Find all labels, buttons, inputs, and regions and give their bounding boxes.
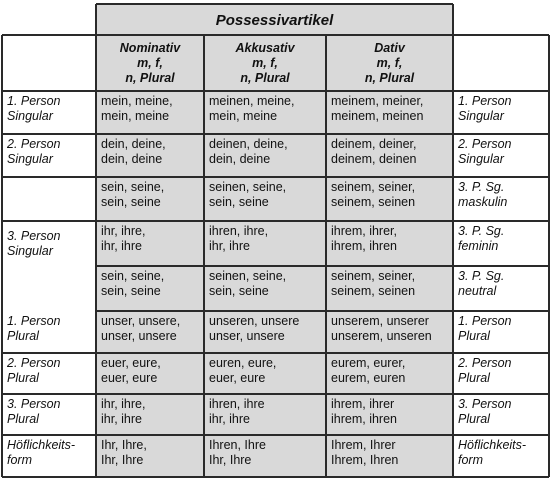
cell-text: 1. Person xyxy=(7,94,61,108)
cell-nominativ xyxy=(96,394,204,435)
cell-text: form xyxy=(7,453,32,467)
grid-line-horizontal xyxy=(2,476,549,478)
cell-text: ihrem, ihrer, xyxy=(331,224,397,238)
cell-text: 2. Person xyxy=(7,137,61,151)
cell-text: Ihrem, Ihrer xyxy=(331,438,396,452)
cell-nominativ xyxy=(96,311,204,353)
cell-text: Ihrem, Ihren xyxy=(331,453,399,467)
cell-text: neutral xyxy=(458,284,497,298)
grid-line-horizontal xyxy=(2,352,549,354)
cell-dativ xyxy=(326,134,453,177)
cell-text: feminin xyxy=(458,239,499,253)
cell-text: mein, meine, xyxy=(101,94,173,108)
cell-text: unser, unsere, xyxy=(101,314,181,328)
cell-dativ xyxy=(326,266,453,311)
cell-text: 2. Person xyxy=(7,356,61,370)
cell-dativ xyxy=(326,311,453,353)
grid-line-horizontal xyxy=(2,220,549,222)
cell-akkusativ xyxy=(204,353,326,394)
cell-text: Possessivartikel xyxy=(215,12,334,29)
cell-text: ihr, ihre xyxy=(209,239,250,253)
cell-text: sein, seine, xyxy=(101,180,165,194)
row-label-right xyxy=(453,435,549,477)
cell-text: Plural xyxy=(7,371,39,385)
cell-text: ihr, ihre xyxy=(101,412,142,426)
cell-text: 3. P. Sg. xyxy=(458,224,505,238)
cell-text: ihr, ihre, xyxy=(101,397,146,411)
cell-text: sein, seine xyxy=(101,284,161,298)
cell-text: dein, deine, xyxy=(101,137,166,151)
cell-text: seinem, seiner, xyxy=(331,269,416,283)
cell-dativ xyxy=(326,353,453,394)
row-label-left xyxy=(2,394,96,435)
cell-nominativ xyxy=(96,177,204,221)
cell-text: seinen, seine, xyxy=(209,180,287,194)
cell-text: eurem, eurer, xyxy=(331,356,406,370)
row-label-left xyxy=(2,134,96,177)
cell-akkusativ xyxy=(204,134,326,177)
cell-dativ xyxy=(326,91,453,134)
cell-text: Akkusativ xyxy=(235,41,295,55)
cell-text: mein, meine xyxy=(209,109,278,123)
title-border-top xyxy=(96,3,453,5)
cell-dativ xyxy=(326,435,453,477)
cell-nominativ xyxy=(96,435,204,477)
cell-nominativ xyxy=(96,266,204,311)
header-border-top xyxy=(2,34,549,36)
cell-akkusativ xyxy=(204,91,326,134)
cell-text: unserem, unserer xyxy=(331,314,429,328)
cell-text: 2. Person xyxy=(458,137,512,151)
cell-text: sein, seine xyxy=(209,195,269,209)
cell-text: sein, seine xyxy=(101,195,161,209)
cell-text: seinen, seine, xyxy=(209,269,287,283)
header-nominativ xyxy=(96,35,204,91)
cell-text: ihrem, ihrer xyxy=(331,397,395,411)
grid-line-vertical xyxy=(452,4,454,477)
grid-line-vertical xyxy=(325,35,327,477)
table-border-left xyxy=(1,35,3,477)
cell-text: ihren, ihre, xyxy=(209,224,269,238)
cell-nominativ xyxy=(96,221,204,266)
cell-text: deinen, deine, xyxy=(209,137,288,151)
row-label-left xyxy=(2,435,96,477)
cell-text: Singular xyxy=(7,152,53,166)
cell-text: sein, seine, xyxy=(101,269,165,283)
cell-text: meinem, meinen xyxy=(331,109,424,123)
cell-text: euer, eure, xyxy=(101,356,161,370)
cell-text: sein, seine xyxy=(209,284,269,298)
cell-akkusativ xyxy=(204,311,326,353)
cell-text: deinem, deiner, xyxy=(331,137,417,151)
grid-line-horizontal xyxy=(2,434,549,436)
row-label-right xyxy=(453,353,549,394)
cell-text: seinem, seiner, xyxy=(331,180,416,194)
cell-text: m, f, xyxy=(376,56,403,70)
cell-text: Ihr, Ihre xyxy=(101,453,144,467)
cell-text: Höflichkeits- xyxy=(458,438,527,452)
header-dativ xyxy=(326,35,453,91)
grid-line-horizontal xyxy=(2,176,549,178)
grid-line-horizontal xyxy=(2,393,549,395)
cell-text: Singular xyxy=(458,152,504,166)
cell-text: 1. Person xyxy=(458,94,512,108)
cell-text: Ihr, Ihre, xyxy=(101,438,147,452)
cell-dativ xyxy=(326,394,453,435)
row-label-right xyxy=(453,177,549,221)
grid-line-horizontal xyxy=(96,310,549,312)
row-label-right xyxy=(453,134,549,177)
cell-text: dein, deine xyxy=(209,152,271,166)
row-label-left xyxy=(2,353,96,394)
cell-text: unserem, unseren xyxy=(331,329,432,343)
row-label-right xyxy=(453,394,549,435)
grid-line-horizontal xyxy=(2,133,549,135)
cell-text: euren, eure, xyxy=(209,356,277,370)
cell-nominativ xyxy=(96,134,204,177)
header-akkusativ xyxy=(204,35,326,91)
cell-text: ihr, ihre xyxy=(101,239,142,253)
row-label-right xyxy=(453,311,549,353)
cell-text: Plural xyxy=(458,412,490,426)
cell-text: ihr, ihre xyxy=(209,412,250,426)
row-label-right xyxy=(453,266,549,311)
cell-akkusativ xyxy=(204,435,326,477)
cell-text: ihrem, ihren xyxy=(331,239,397,253)
cell-text: euer, eure xyxy=(209,371,266,385)
cell-text: unseren, unsere xyxy=(209,314,300,328)
row-label-right xyxy=(453,91,549,134)
cell-text: Plural xyxy=(7,412,39,426)
cell-text: Plural xyxy=(458,329,490,343)
cell-akkusativ xyxy=(204,177,326,221)
cell-akkusativ xyxy=(204,266,326,311)
cell-text: deinem, deinen xyxy=(331,152,417,166)
cell-text: ihr, ihre, xyxy=(101,224,146,238)
cell-text: Plural xyxy=(7,329,39,343)
cell-akkusativ xyxy=(204,221,326,266)
cell-text: 3. Person xyxy=(458,397,512,411)
cell-akkusativ xyxy=(204,394,326,435)
cell-dativ xyxy=(326,221,453,266)
row-label-left xyxy=(2,177,96,311)
cell-text: ihren, ihre xyxy=(209,397,265,411)
cell-text: 3. Person xyxy=(7,229,61,243)
cell-text: n, Plural xyxy=(364,71,415,85)
grid-line-vertical xyxy=(203,35,205,477)
cell-text: Singular xyxy=(458,109,504,123)
grid-line-horizontal xyxy=(2,90,549,92)
cell-text: eurem, euren xyxy=(331,371,406,385)
cell-text: Dativ xyxy=(374,41,405,55)
cell-text: Singular xyxy=(7,244,53,258)
cell-nominativ xyxy=(96,353,204,394)
row-label-right xyxy=(453,221,549,266)
cell-text: Singular xyxy=(7,109,53,123)
header-empty-left xyxy=(2,35,96,91)
cell-text: m, f, xyxy=(137,56,163,70)
table-border-right xyxy=(548,35,550,477)
cell-text: Ihr, Ihre xyxy=(209,453,252,467)
cell-text: 3. P. Sg. xyxy=(458,269,505,283)
cell-text: 3. P. Sg. xyxy=(458,180,505,194)
cell-text: seinem, seinen xyxy=(331,284,416,298)
cell-text: unser, unsere xyxy=(101,329,177,343)
cell-dativ xyxy=(326,177,453,221)
cell-text: 1. Person xyxy=(7,314,61,328)
cell-text: seinem, seinen xyxy=(331,195,416,209)
cell-text: Nominativ xyxy=(119,41,181,55)
cell-text: meinem, meiner, xyxy=(331,94,424,108)
header-empty-right xyxy=(453,35,549,91)
cell-text: euer, eure xyxy=(101,371,158,385)
cell-text: mein, meine xyxy=(101,109,170,123)
cell-text: Plural xyxy=(458,371,490,385)
table-title xyxy=(96,4,453,35)
cell-text: 1. Person xyxy=(458,314,512,328)
cell-text: n, Plural xyxy=(125,71,175,85)
row-label-left xyxy=(2,311,96,353)
cell-text: Höflichkeits- xyxy=(7,438,76,452)
cell-text: ihrem, ihren xyxy=(331,412,397,426)
cell-text: n, Plural xyxy=(240,71,290,85)
grid-line-horizontal xyxy=(96,265,549,267)
cell-text: 3. Person xyxy=(7,397,61,411)
cell-text: dein, deine xyxy=(101,152,163,166)
cell-text: maskulin xyxy=(458,195,508,209)
grid-line-vertical xyxy=(95,4,97,477)
cell-text: form xyxy=(458,453,483,467)
cell-nominativ xyxy=(96,91,204,134)
cell-text: unser, unsere xyxy=(209,329,285,343)
cell-text: meinen, meine, xyxy=(209,94,295,108)
cell-text: m, f, xyxy=(252,56,278,70)
cell-text: Ihren, Ihre xyxy=(209,438,266,452)
cell-text: 2. Person xyxy=(458,356,512,370)
row-label-left xyxy=(2,91,96,134)
